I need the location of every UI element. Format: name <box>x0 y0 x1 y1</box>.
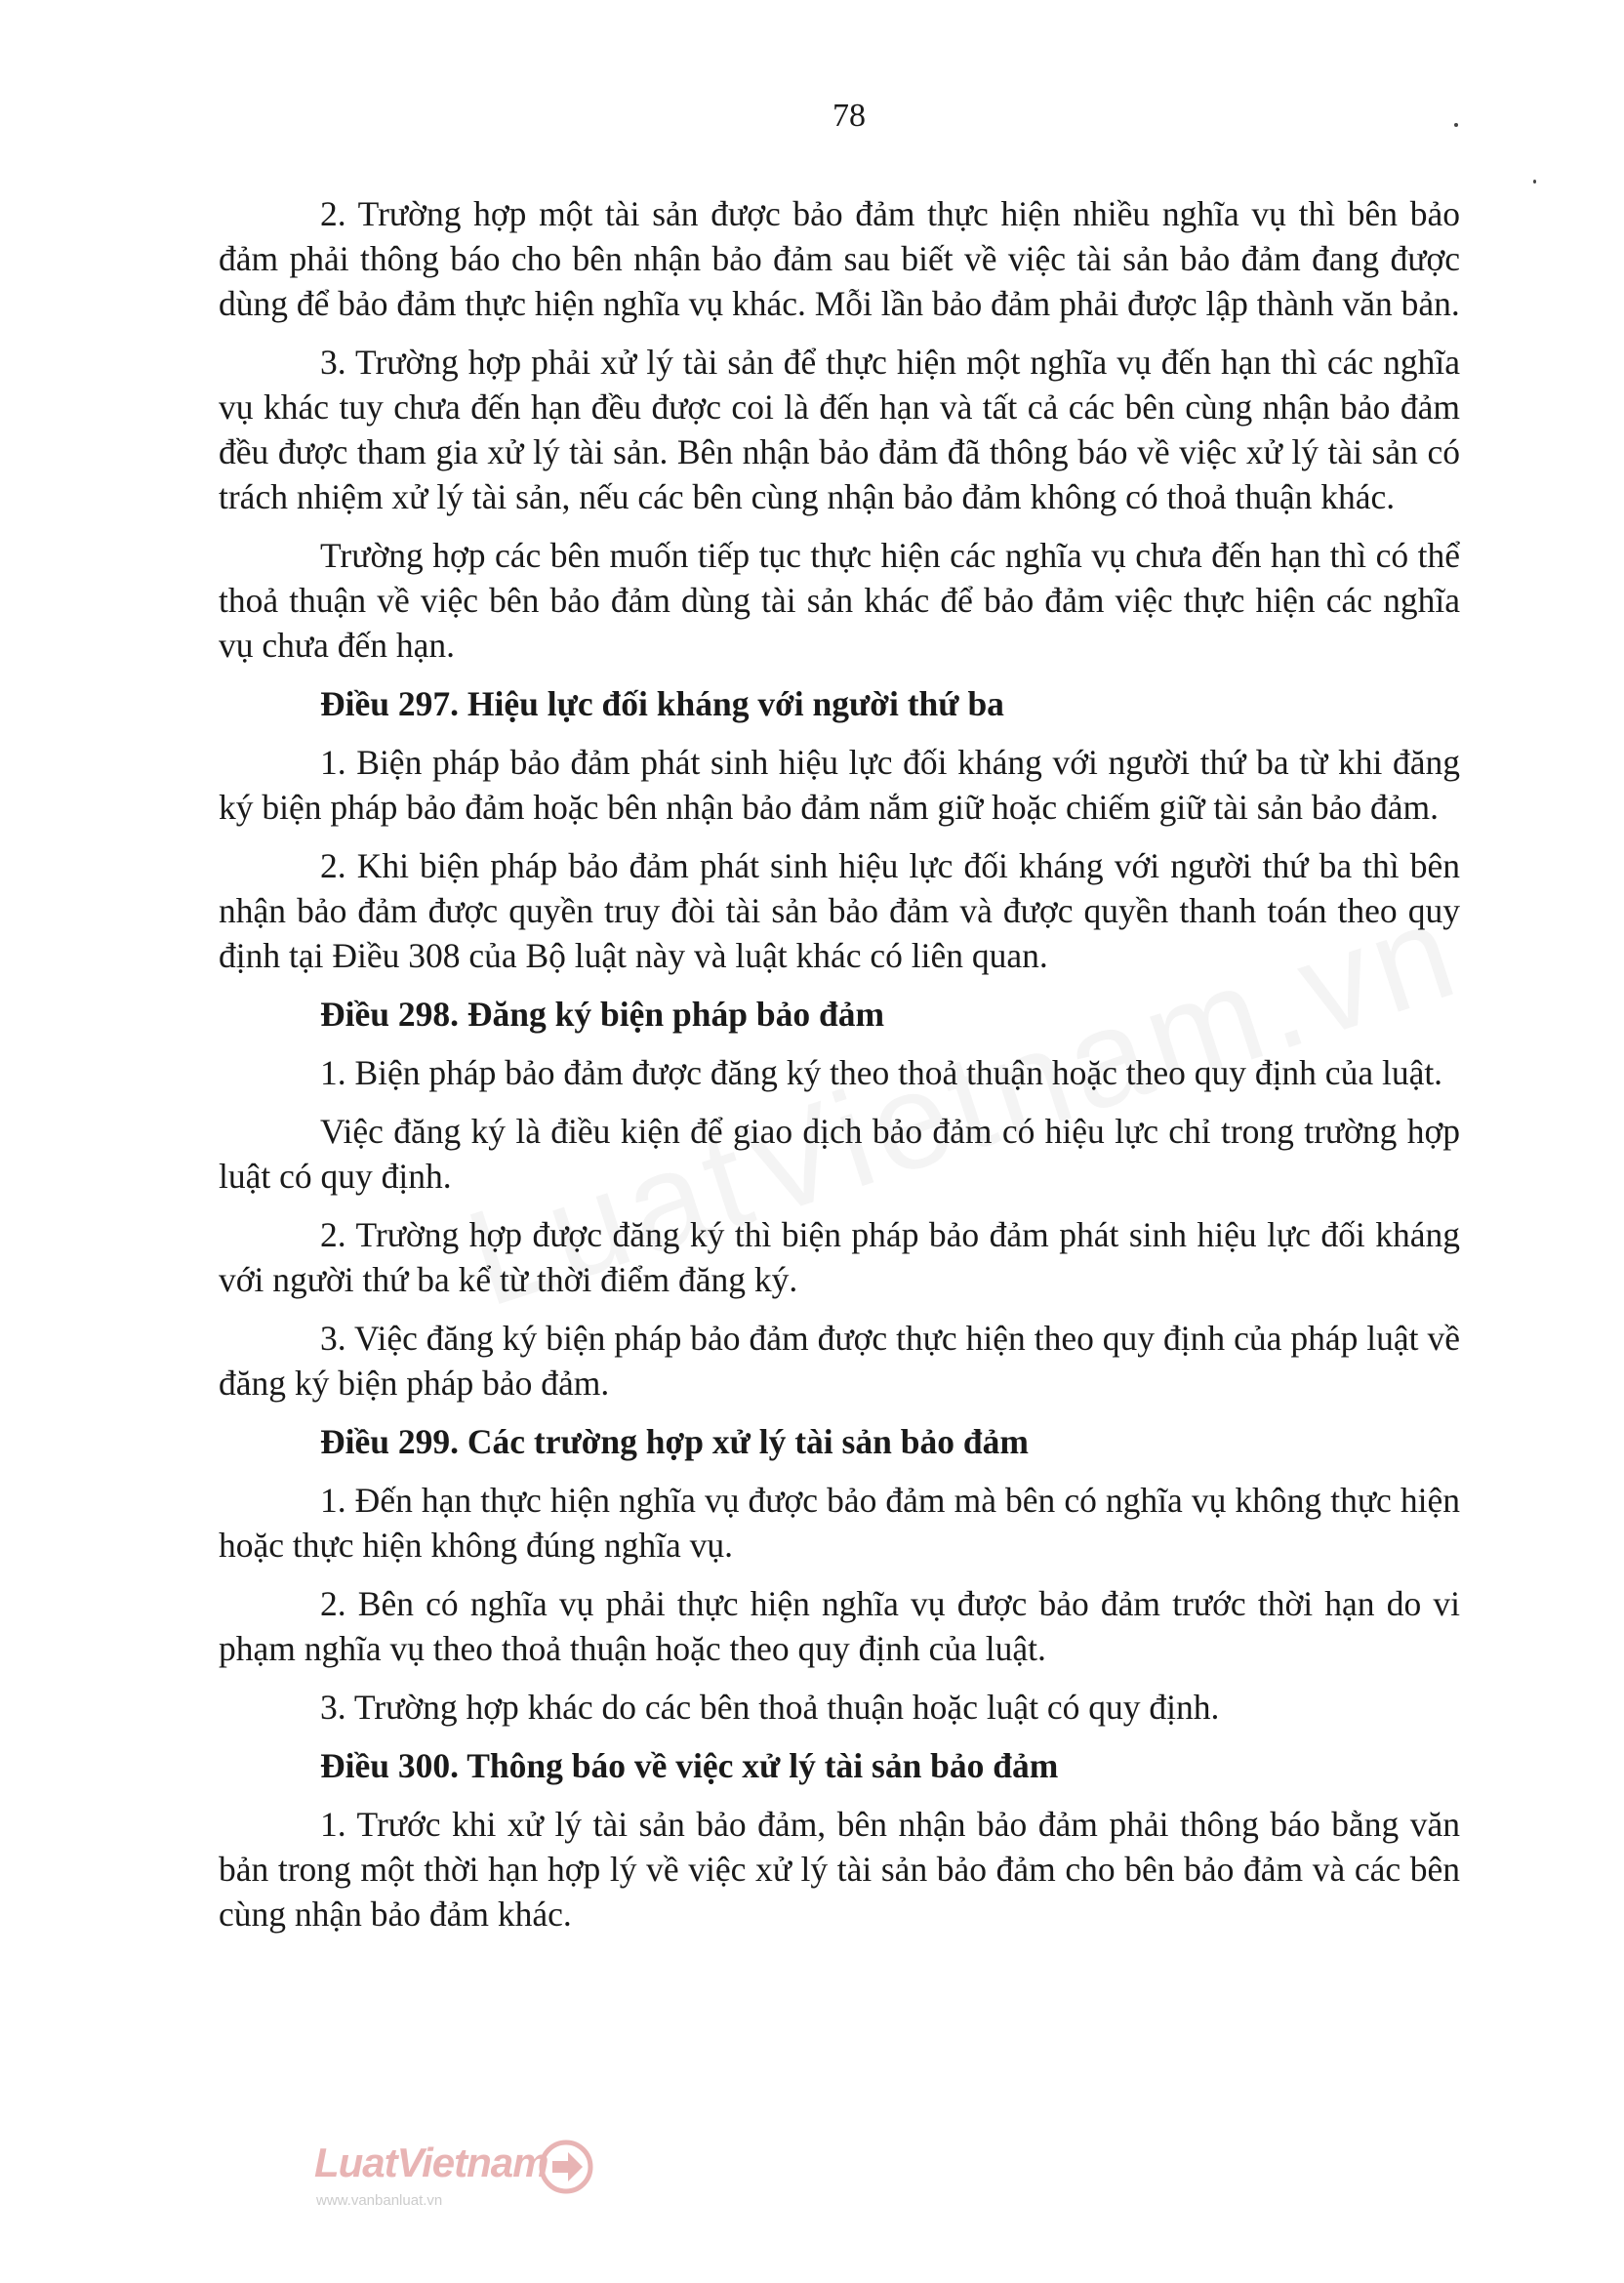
article-heading: Điều 299. Các trường hợp xử lý tài sản bảo đảm <box>320 1422 1029 1461</box>
article-heading: Điều 298. Đăng ký biện pháp bảo đảm <box>320 995 885 1034</box>
paragraph: 3. Việc đăng ký biện pháp bảo đảm được thực hiện theo quy định của pháp luật về đăng ký biện pháp bảo đảm. <box>219 1319 1460 1403</box>
paragraph: 1. Trước khi xử lý tài sản bảo đảm, bên nhận bảo đảm phải thông báo bằng văn bản trong một thời hạn hợp lý về việc xử lý tài sản bảo đảm cho bên bảo đảm và các bên cùng nhận bảo đảm khác. <box>219 1805 1460 1934</box>
paragraph: 2. Bên có nghĩa vụ phải thực hiện nghĩa vụ được bảo đảm trước thời hạn do vi phạm nghĩa vụ theo thoả thuận hoặc theo quy định của luật. <box>219 1584 1460 1668</box>
arrow-icon <box>539 2140 593 2194</box>
luatvietnam-logo <box>314 2136 607 2214</box>
page-number: 78 <box>832 98 866 134</box>
document-body <box>219 191 1460 1950</box>
paragraph: 2. Trường hợp được đăng ký thì biện pháp bảo đảm phát sinh hiệu lực đối kháng với người thứ ba kể từ thời điểm đăng ký. <box>219 1215 1460 1299</box>
paragraph: 3. Trường hợp phải xử lý tài sản để thực hiện một nghĩa vụ đến hạn thì các nghĩa vụ khác tuy chưa đến hạn đều được coi là đến hạn và tất cả các bên cùng nhận bảo đảm đều được tham gia xử lý tài sản. Bên nhận bảo đảm đã thông báo về việc xử lý tài sản có trách nhiệm xử lý tài sản, nếu các bên cùng nhận bảo đảm không có thoả thuận khác. <box>219 343 1460 516</box>
logo-text: LuatVietnam <box>314 2140 548 2185</box>
paragraph: 2. Trường hợp một tài sản được bảo đảm thực hiện nhiều nghĩa vụ thì bên bảo đảm phải thông báo cho bên nhận bảo đảm sau biết về việc tài sản bảo đảm đang được dùng để bảo đảm thực hiện nghĩa vụ khác. Mỗi lần bảo đảm phải được lập thành văn bản. <box>219 194 1460 323</box>
scan-speck <box>1454 123 1458 127</box>
paragraph: 2. Khi biện pháp bảo đảm phát sinh hiệu lực đối kháng với người thứ ba thì bên nhận bảo đảm được quyền truy đòi tài sản bảo đảm và được quyền thanh toán theo quy định tại Điều 308 của Bộ luật này và luật khác có liên quan. <box>219 846 1460 975</box>
paragraph: Trường hợp các bên muốn tiếp tục thực hiện các nghĩa vụ chưa đến hạn thì có thể thoả thuận về việc bên bảo đảm dùng tài sản khác để bảo đảm việc thực hiện các nghĩa vụ chưa đến hạn. <box>219 536 1460 665</box>
scan-speck <box>1533 180 1536 183</box>
paragraph: 1. Biện pháp bảo đảm được đăng ký theo thoả thuận hoặc theo quy định của luật. <box>320 1053 1443 1092</box>
logo-url: www.vanbanluat.vn <box>316 2192 443 2209</box>
article-heading: Điều 300. Thông báo về việc xử lý tài sản bảo đảm <box>320 1746 1059 1785</box>
article-heading: Điều 297. Hiệu lực đối kháng với người thứ ba <box>320 684 1004 723</box>
paragraph: 1. Đến hạn thực hiện nghĩa vụ được bảo đảm mà bên có nghĩa vụ không thực hiện hoặc thực hiện không đúng nghĩa vụ. <box>219 1481 1460 1565</box>
paragraph: 3. Trường hợp khác do các bên thoả thuận hoặc luật có quy định. <box>320 1688 1220 1727</box>
paragraph: Việc đăng ký là điều kiện để giao dịch bảo đảm có hiệu lực chỉ trong trường hợp luật có quy định. <box>219 1112 1460 1196</box>
paragraph: 1. Biện pháp bảo đảm phát sinh hiệu lực đối kháng với người thứ ba từ khi đăng ký biện pháp bảo đảm hoặc bên nhận bảo đảm nắm giữ hoặc chiếm giữ tài sản bảo đảm. <box>219 743 1460 827</box>
